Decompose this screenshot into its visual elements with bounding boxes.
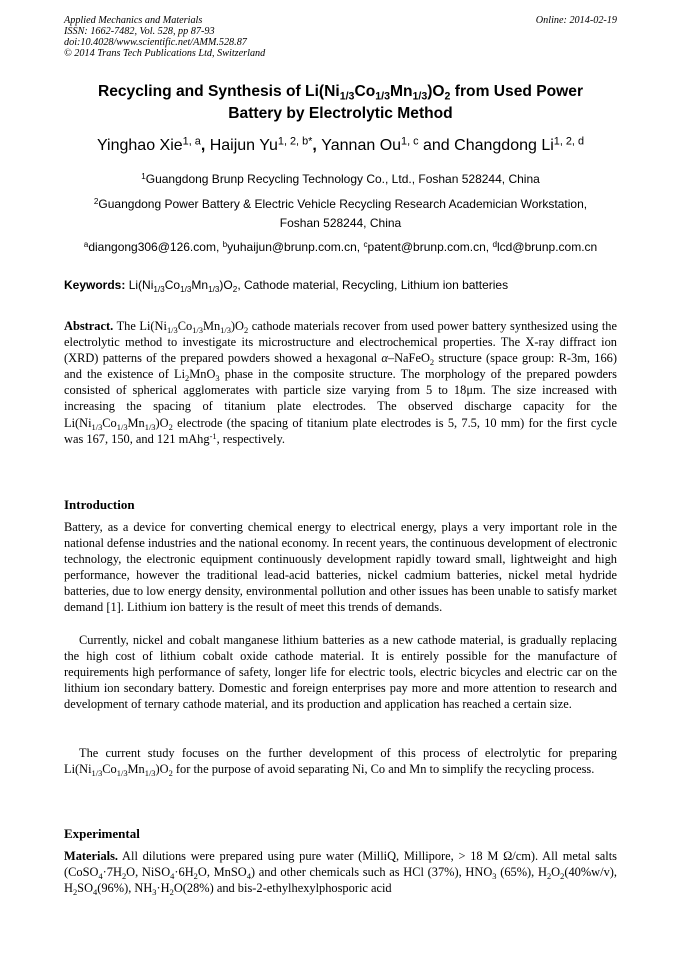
paper-title: Recycling and Synthesis of $Li(Ni_{1/3}Co_{1/3}Mn_{1/3})O_2$ from Used Power Battery by Electrolytic Method bbox=[97, 83, 584, 122]
intro-paragraph-3: The current study focuses on the further development of this process of electrolytic for preparing $Li(Ni_{1/3}Co_{1/3}Mn_{1/3})O_2$ for the purpose of avoid separating Ni, Co and Mn to simplify the recycling process. bbox=[64, 746, 617, 779]
author: Haijun $Yu^{1, 2, b*}$, bbox=[209, 135, 322, 154]
author-list bbox=[64, 136, 617, 156]
keywords-label: Keywords: bbox=[64, 278, 126, 292]
intro-paragraph-1: Battery, as a device for converting chemical energy to electrical energy, plays a very important role in the national defense industries and the national economy. In recent years, the continuous development of electronic technology, the electronic equipment continuously development rapidly toward small, lightweight and high performance, however the traditional lead-acid batteries, nickel cadmium batteries, nickel metal hydride batteries, due to low energy density, environmental pollution and other issues has been unable to satisfy market demand [1]. Lithium ion battery is the result of meet this trends of demands. bbox=[64, 520, 617, 615]
doi: doi:10.4028/www.scientific.net/AMM.528.87 bbox=[64, 37, 247, 48]
email-link[interactable]: patent@brunp.com.cn bbox=[367, 240, 486, 254]
email-link[interactable]: diangong306@126.com bbox=[88, 240, 216, 254]
journal-name: Applied Mechanics and Materials bbox=[64, 15, 203, 26]
author: Yannan Ou$^{1, c}$ and bbox=[321, 135, 455, 154]
abstract-label: Abstract. bbox=[64, 319, 114, 333]
keywords: Keywords: $Li(Ni_{1/3}Co_{1/3}Mn_{1/3})O_2$, Cathode material, Recycling, Lithium ion batteries bbox=[64, 278, 509, 294]
intro-paragraph-2: Currently, nickel and cobalt manganese lithium batteries as a new cathode material, is gradually replacing the high cost of lithium cobalt oxide cathode material. It is entirely possible for the manufacture of requirements high performance of safety, longer life for electric tools, electric bicycles and electric car on the lithium ion secondary battery. Domestic and foreign enterprises pay more and more attention to research and development of ternary cathode material, and its production and application has reached a certain size. bbox=[64, 633, 617, 712]
affiliation-2: $^2$Guangdong Power Battery & Electric Vehicle Recycling Research Academician Workstation, Foshan 528244, China bbox=[93, 196, 588, 230]
section-heading-experimental: Experimental bbox=[64, 826, 140, 841]
section-heading-introduction: Introduction bbox=[64, 497, 135, 512]
affiliation-1: $^1$Guangdong Brunp Recycling Technology Co., Ltd., Foshan 528244, China bbox=[141, 171, 540, 186]
abstract: Abstract. The $Li(Ni_{1/3}Co_{1/3}Mn_{1/3})O_2$ cathode materials recover from used power battery synthesized using the electrolytic method to investigate its microstructure and electrochemical properties. The X-ray diffract ion (XRD) patterns of the prepared powders showed a hexagonal α–NaFeO$_2$ structure (space group: R-3m, 166) and the existence of $Li_2MnO_3$ phase in the composite structure. The morphology of the prepared powders consisted of spherical agglomerates with particle size varying from 5 to 18μm. The size increased with increasing the spacing of titanium plate electrodes. The observed discharge capacity for the $Li(Ni_{1/3}Co_{1/3}Mn_{1/3})O_2$ electrode (the spacing of titanium plate electrodes is 5, 7.5, 10 mm) for the first cycle was 167, 150, and 121 mAhg$^{-1}$, respectively. bbox=[64, 319, 617, 446]
email-link[interactable]: yuhaijun@brunp.com.cn bbox=[227, 240, 357, 254]
materials-label: Materials. bbox=[64, 849, 119, 863]
author: Changdong Li$^{1, 2, d}$ bbox=[454, 135, 585, 154]
journal-header bbox=[64, 15, 617, 59]
email-link[interactable]: lcd@brunp.com.cn bbox=[496, 240, 598, 254]
author: Yinghao Xie$^{1, a}$, bbox=[96, 135, 210, 154]
online-date: Online: 2014-02-19 bbox=[535, 15, 617, 26]
issn: ISSN: 1662-7482, Vol. 528, pp 87-93 bbox=[64, 26, 215, 37]
email-list: $^a$diangong306@126.com, $^b$yuhaijun@brunp.com.cn, $^c$patent@brunp.com.cn, $^d$lcd@brunp.com.cn bbox=[83, 239, 598, 254]
copyright: © 2014 Trans Tech Publications Ltd, Switzerland bbox=[64, 48, 266, 59]
materials-paragraph: Materials. All dilutions were prepared using pure water (MilliQ, Millipore, > 18 M Ω/cm). All metal salts ($CoSO_4\cdot 7H_2O$, $NiSO_4\cdot 6H_2O$, MnSO$_4$) and other chemicals such as HCl (37%), $HNO_3$ (65%), $H_2O_2(40\%w/v)$, $H_2SO_4(96\%)$, $NH_3\cdot H_2O(28\%)$ and bis-2-ethylhexylphosporic acid bbox=[64, 849, 617, 898]
